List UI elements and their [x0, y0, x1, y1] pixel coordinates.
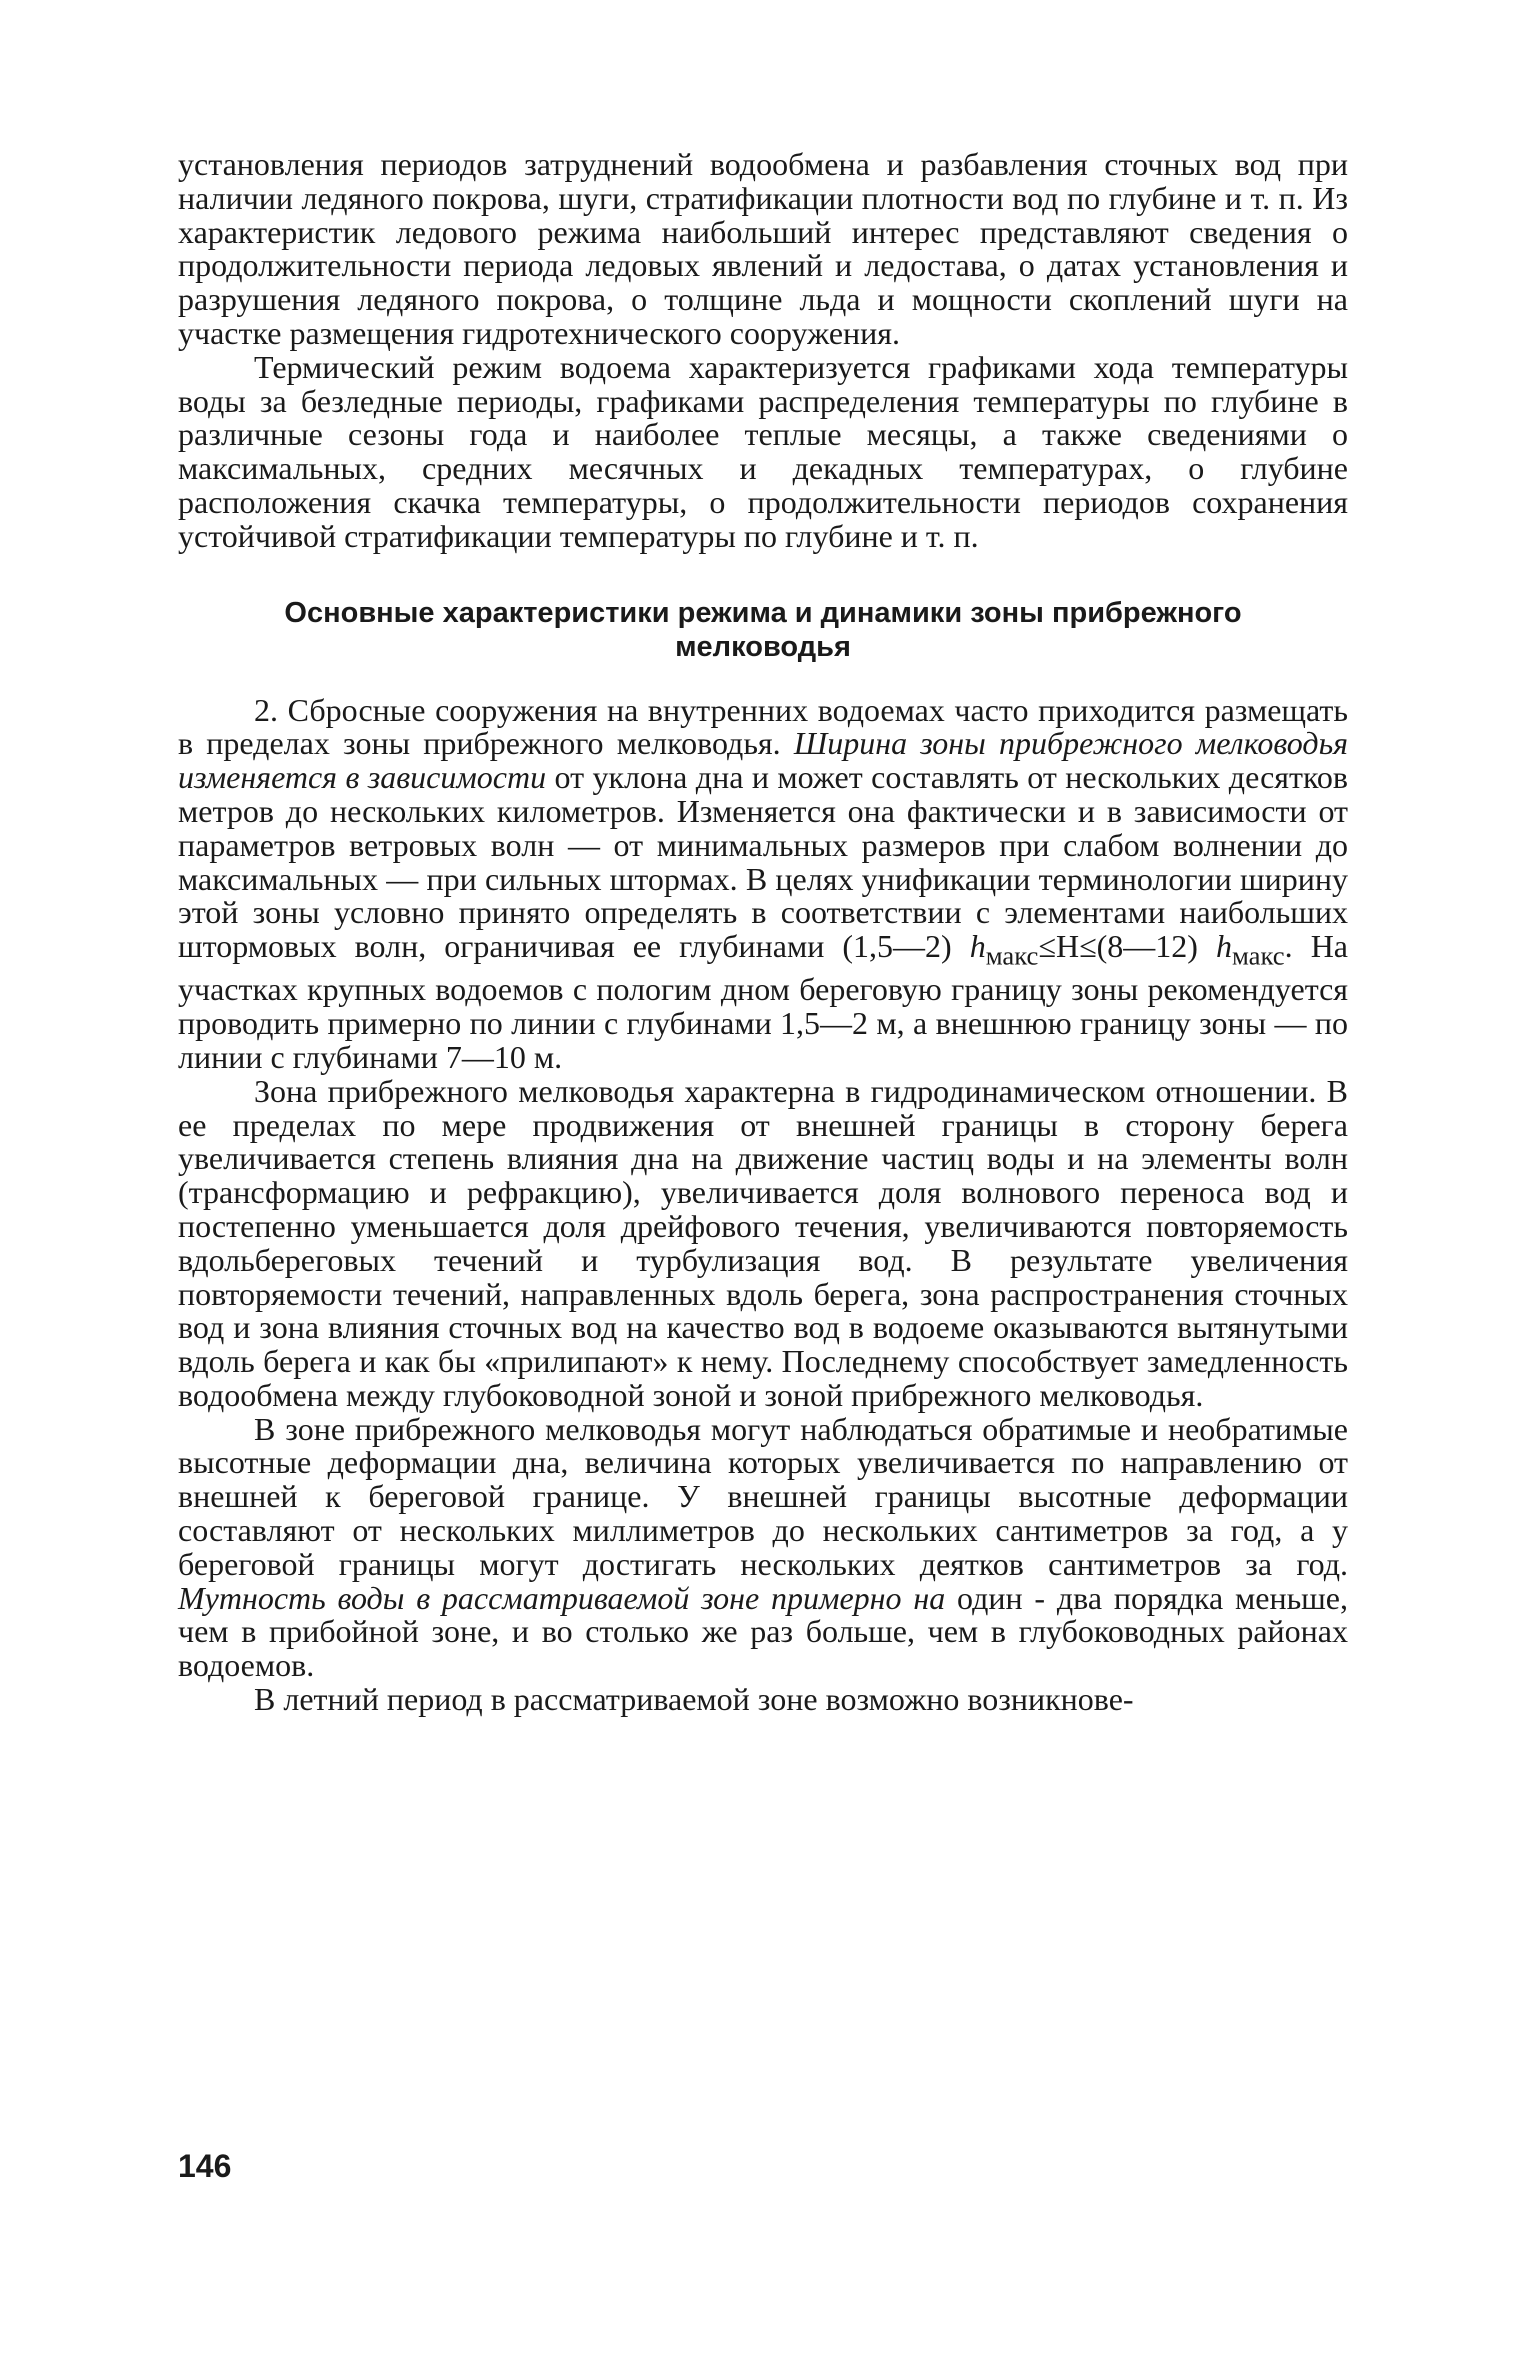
- formula-symbol: h: [1216, 928, 1232, 965]
- paragraph-text: В зоне прибрежного мелководья могут наблюдаться обратимые и необратимые высотные деформации дна, величина которых увеличивается по направлению от внешней к береговой границе. У внешней границы высотные деформации составляют от нескольких миллиметров до нескольких сантиметров за год, а у береговой границы могут достигать нескольких деятков сантиметров за год.: [178, 1410, 1348, 1582]
- paragraph-text: 2. Сбросные сооружения на внутренних водоемах часто приходится размещать в пределах зоны прибрежного мелководья.: [178, 691, 1348, 762]
- paragraph-text: от уклона дна и может составлять от нескольких десятков метров до нескольких километров. Изменяется она фактически и в зависимости от параметров ветровых волн — от минимальных размеров при слабом волнении до максимальных — при сильных штормах. В целях унификации терминологии ширину этой зоны условно принято определять в соответствии с элементами наибольших штормовых волн, ограничивая ее глубинами (1,5—2): [178, 759, 1349, 965]
- section-heading: [178, 596, 1348, 664]
- page-body: [178, 148, 1348, 1717]
- paragraph-text: один - два порядка меньше, чем в прибойной зоне, и во столько же раз больше, чем в глубоководных районах водоемов.: [178, 1579, 1349, 1684]
- paragraph-ice-regime: установления периодов затруднений водообмена и разбавления сточных вод при наличии ледяного покрова, шуги, стратификации плотности вод по глубине и т. п. Из характеристик ледового режима наибольший интерес представляют сведения о продолжительности периода ледовых явлений и ледостава, о датах установления и разрушения ледяного покрова, о толщине льда и мощности скоплений шуги на участке размещения гидротехнического сооружения.: [178, 146, 1348, 351]
- paragraph-summer-period: В летний период в рассматриваемой зоне возможно возникнове-: [254, 1681, 1134, 1718]
- paragraph-text: . На участках крупных водоемов с пологим дном береговую границу зоны рекомендуется проводить примерно по линии с глубинами 1,5—2 м, а внешнюю границу зоны — по линии с глубинами 7—10 м.: [178, 928, 1349, 1075]
- formula-inequality: ≤H≤(8—12): [1038, 928, 1216, 965]
- section-heading-line-2: мелководья: [675, 630, 851, 663]
- section-heading-line-1: Основные характеристики режима и динамики зоны прибрежного: [284, 596, 1242, 629]
- page-number: 146: [178, 2148, 232, 2184]
- formula-symbol: h: [969, 928, 986, 965]
- formula-subscript: макс: [1232, 940, 1285, 971]
- paragraph-thermal-regime: Термический режим водоема характеризуется графиками хода температуры воды за безледные периоды, графиками распределения температуры по глубине в различные сезоны года и наиболее теплые месяцы, а также сведениями о максимальных, средних месячных и декадных температурах, о глубине расположения скачка температуры, о продолжительности периодов сохранения устойчивой стратификации температуры по глубине и т. п.: [178, 348, 1348, 554]
- formula-subscript: макс: [985, 940, 1039, 971]
- paragraph-hydrodynamics: Зона прибрежного мелководья характерна в гидродинамическом отношении. В ее пределах по мере продвижения от внешней границы в сторону берега увеличивается степень влияния дна на движение частиц воды и на элементы волн (трансформацию и рефракцию), увеличивается доля волнового переноса вод и постепенно уменьшается доля дрейфового течения, увеличиваются повторяемость вдольбереговых течений и турбулизация вод. В результате увеличения повторяемости течений, направленных вдоль берега, зона распространения сточных вод и зона влияния сточных вод на качество вод в водоеме оказываются вытянутыми вдоль берега и как бы «прилипают» к нему. Последнему способствует замедленность водообмена между глубоководной зоной и зоной прибрежного мелководья.: [178, 1072, 1348, 1413]
- paragraph-bottom-deformation: [178, 1410, 1349, 1684]
- paragraph-discharge-structures: [178, 691, 1349, 1075]
- italic-emphasis: Ширина зоны прибрежного мелководья изменяется в зависимости: [178, 725, 1349, 796]
- italic-emphasis: Мутность воды в рассматриваемой зоне примерно на: [178, 1579, 946, 1616]
